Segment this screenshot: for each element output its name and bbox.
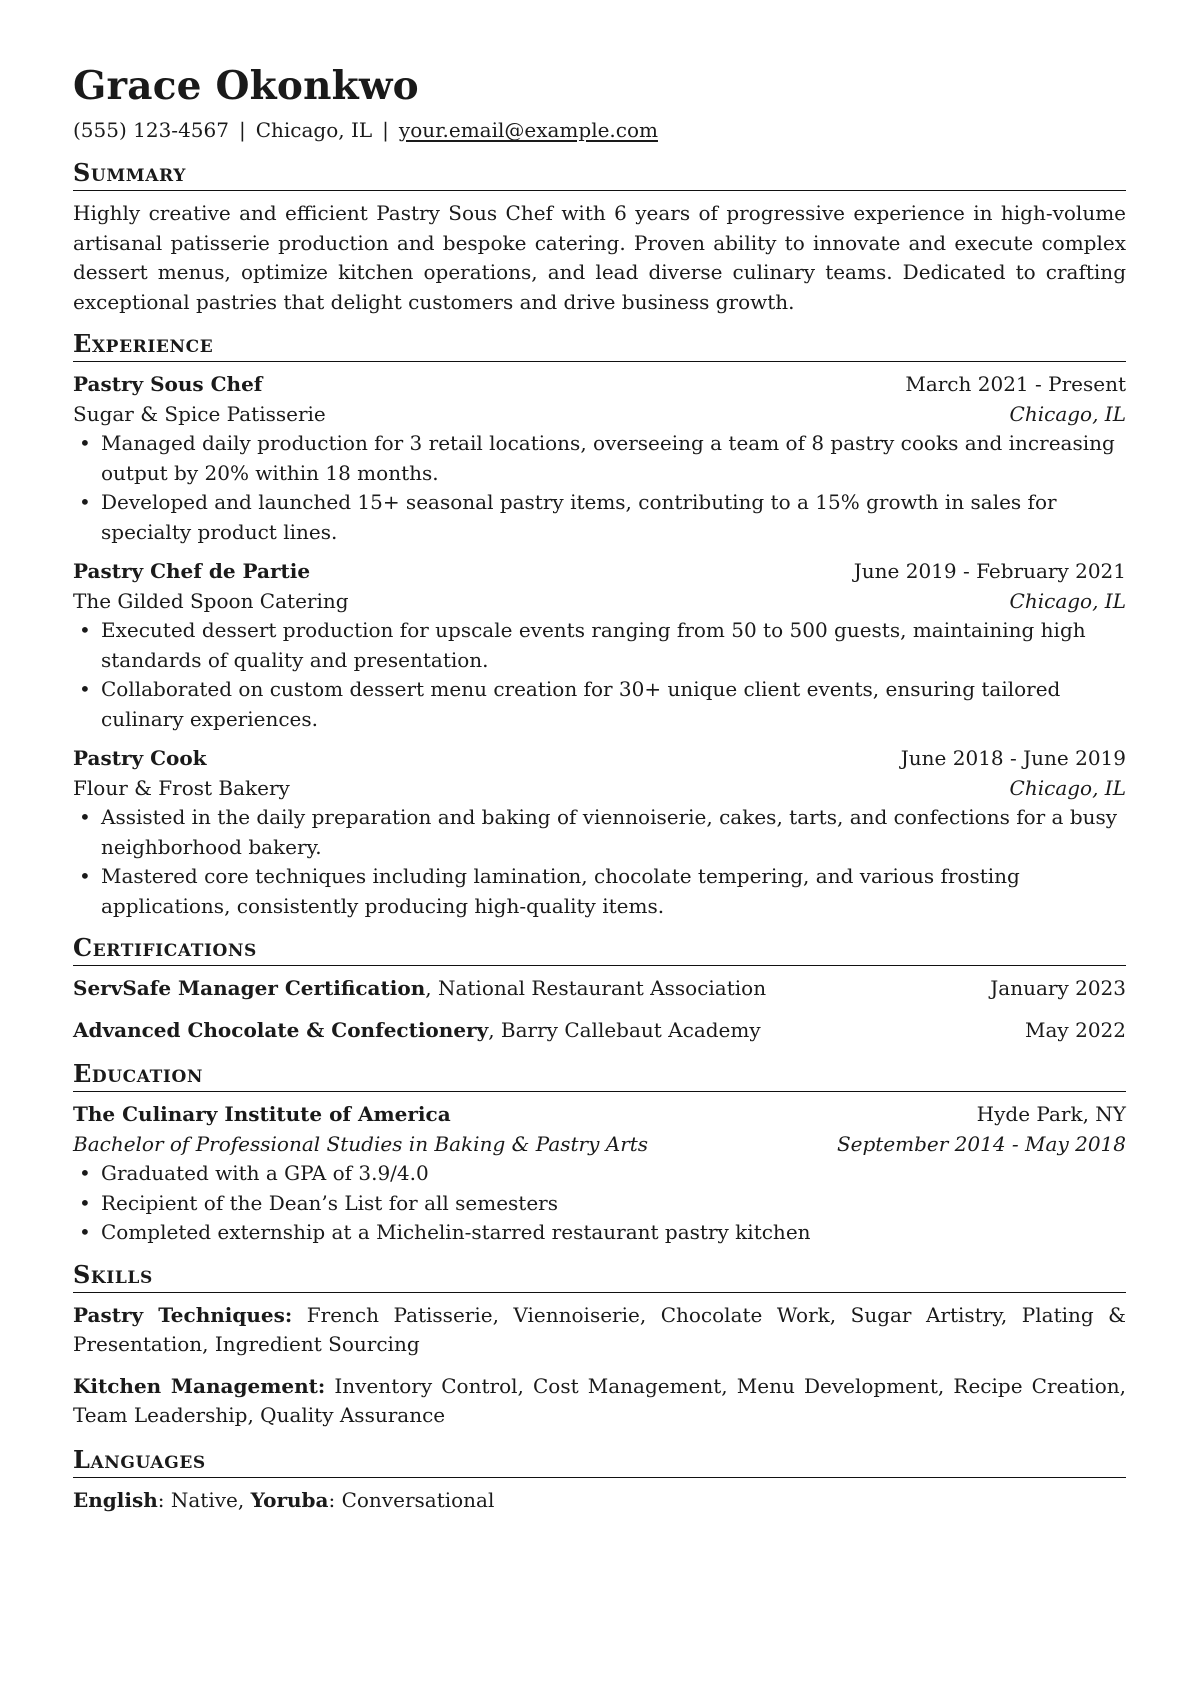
school-name: The Culinary Institute of America xyxy=(73,1102,451,1126)
bullet-item: • Collaborated on custom dessert menu creation for 30+ unique client events, ensuring tailored culinary experiences. xyxy=(73,675,1126,734)
bullet-item: • Assisted in the daily preparation and baking of viennoiserie, cakes, tarts, and confections for a busy neighborhood bakery. xyxy=(73,803,1126,862)
skills-section xyxy=(73,1258,1126,1431)
job-dates: June 2018 - June 2019 xyxy=(900,746,1126,770)
summary-text: Highly creative and efficient Pastry Sous Chef with 6 years of progressive experience in high-volume artisanal patisserie production and bespoke catering. Proven ability to innovate and execute complex dessert menus, optimize kitchen operations, and lead diverse culinary teams. Dedicated to crafting exceptional pastries that delight customers and drive business growth. xyxy=(73,201,1126,314)
school-location: Hyde Park, NY xyxy=(976,1102,1126,1126)
bullet-item: • Completed externship at a Michelin-starred restaurant pastry kitchen xyxy=(73,1218,1126,1248)
location-text: Chicago, IL xyxy=(255,118,373,142)
certification-date: May 2022 xyxy=(1025,1017,1126,1042)
skill-group-label: Pastry Techniques: xyxy=(73,1302,293,1327)
bullet-item: • Developed and launched 15+ seasonal pastry items, contributing to a 15% growth in sales for specialty product lines. xyxy=(73,488,1126,547)
phone-number: (555) 123-4567 xyxy=(73,118,229,142)
contact-separator: | xyxy=(382,118,389,142)
education-dates: September 2014 - May 2018 xyxy=(836,1131,1126,1156)
skill-group-label: Kitchen Management: xyxy=(73,1373,326,1398)
job-title: Pastry Sous Chef xyxy=(73,372,263,396)
education-bullets xyxy=(73,1159,1126,1248)
job-company: Flour & Frost Bakery xyxy=(73,775,290,800)
job-bullets xyxy=(73,429,1126,547)
language-name: English xyxy=(73,1487,158,1512)
job-bullets xyxy=(73,803,1126,921)
candidate-name: Grace Okonkwo xyxy=(73,63,419,109)
job-dates: June 2019 - February 2021 xyxy=(853,559,1126,583)
job-location: Chicago, IL xyxy=(1009,775,1126,800)
section-heading-skills: Skills xyxy=(73,1258,1126,1293)
contact-separator: | xyxy=(238,118,246,142)
language-name: Yoruba xyxy=(250,1487,329,1512)
section-heading-languages: Languages xyxy=(73,1443,1126,1478)
email-link[interactable]: your.email@example.com xyxy=(398,118,658,142)
bullet-item: • Graduated with a GPA of 3.9/4.0 xyxy=(73,1159,1126,1189)
summary-section xyxy=(73,156,1126,317)
job-entry xyxy=(73,744,1126,921)
bullet-item: • Recipient of the Dean’s List for all semesters xyxy=(73,1189,1126,1219)
job-entry xyxy=(73,370,1126,547)
languages-section xyxy=(73,1443,1126,1516)
certification-item xyxy=(73,974,1126,1004)
language-level: : Conversational xyxy=(328,1487,495,1512)
job-location: Chicago, IL xyxy=(1009,401,1126,426)
certifications-section xyxy=(73,931,1126,1045)
section-heading-summary: Summary xyxy=(73,156,1126,191)
job-bullets xyxy=(73,616,1126,734)
job-title: Pastry Cook xyxy=(73,746,207,770)
skill-group-text: Inventory Control, Cost Management, Menu Development, Recipe Creation, Team Leadership, Quality Assurance xyxy=(73,1373,1126,1427)
degree-name: Bachelor of Professional Studies in Baking & Pastry Arts xyxy=(73,1131,649,1156)
bullet-item: • Mastered core techniques including lamination, chocolate tempering, and various frosting applications, consistently producing high-quality items. xyxy=(73,862,1126,921)
certification-item xyxy=(73,1016,1126,1046)
experience-section xyxy=(73,327,1126,921)
job-title: Pastry Chef de Partie xyxy=(73,559,311,583)
language-level: : Native xyxy=(157,1487,238,1512)
contact-line xyxy=(73,114,1126,146)
certification-name: Advanced Chocolate & Confectionery xyxy=(73,1017,489,1042)
section-heading-education: Education xyxy=(73,1057,1126,1092)
skill-group xyxy=(73,1301,1126,1360)
job-location: Chicago, IL xyxy=(1009,588,1126,613)
resume-page xyxy=(73,58,1126,1515)
language-separator: , xyxy=(237,1487,251,1512)
job-dates: March 2021 - Present xyxy=(905,372,1126,396)
job-company: The Gilded Spoon Catering xyxy=(73,588,349,613)
certification-name: ServSafe Manager Certification xyxy=(73,976,426,1000)
languages-line xyxy=(73,1486,1126,1516)
section-heading-experience: Experience xyxy=(73,327,1126,362)
skill-group-text: French Patisserie, Viennoiserie, Chocolate Work, Sugar Artistry, Plating & Presentation, Ingredient Sourcing xyxy=(73,1302,1126,1356)
education-section xyxy=(73,1057,1126,1248)
skill-group xyxy=(73,1372,1126,1431)
bullet-item: • Managed daily production for 3 retail locations, overseeing a team of 8 pastry cooks and increasing output by 20% within 18 months. xyxy=(73,429,1126,488)
job-company: Sugar & Spice Patisserie xyxy=(73,401,326,426)
certification-issuer: , National Restaurant Association xyxy=(425,976,767,1000)
job-entry xyxy=(73,557,1126,734)
certification-date: January 2023 xyxy=(990,976,1126,1000)
bullet-item: • Executed dessert production for upscale events ranging from 50 to 500 guests, maintaining high standards of quality and presentation. xyxy=(73,616,1126,675)
certification-issuer: , Barry Callebaut Academy xyxy=(488,1017,761,1042)
section-heading-certifications: Certifications xyxy=(73,931,1126,966)
